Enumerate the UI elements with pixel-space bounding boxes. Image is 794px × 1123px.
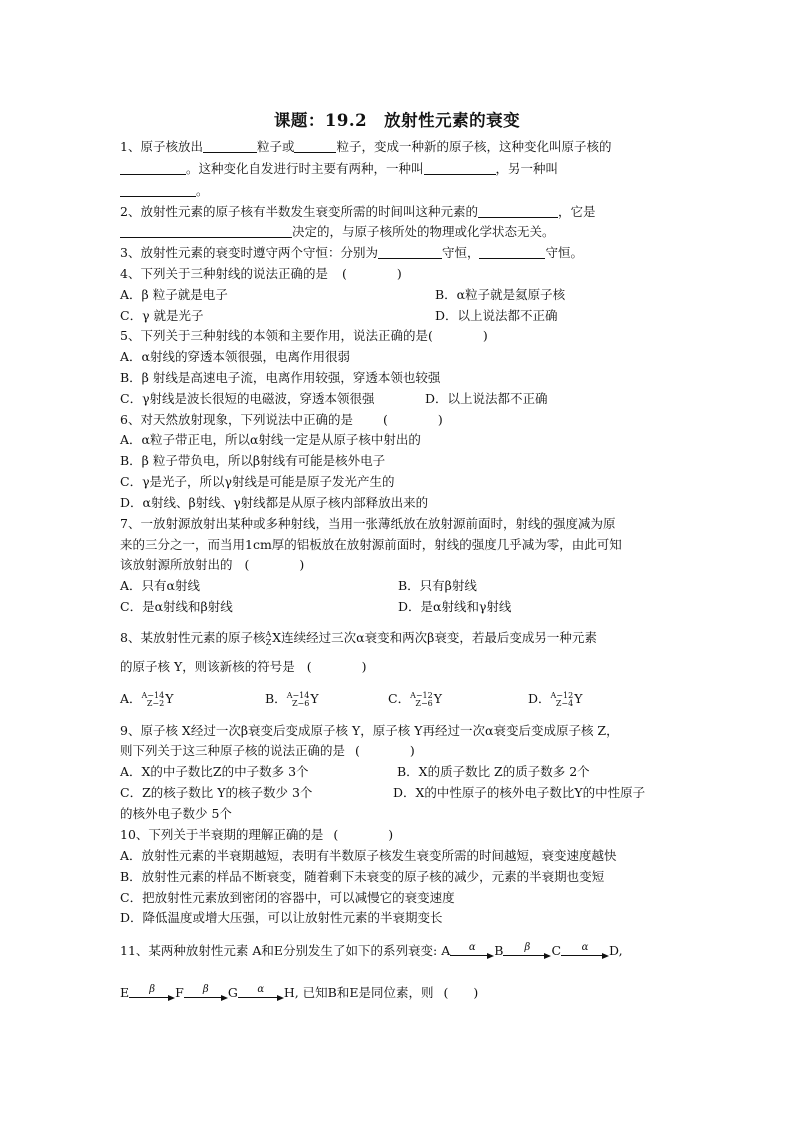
q7-option-b: B．只有β射线: [398, 578, 477, 593]
q7-line2: 来的三分之一，而当用1cm厚的铝板放在放射源前面时，射线的强度几乎减为零，由此可知: [120, 537, 622, 552]
q3-blank-1: [378, 246, 442, 259]
q2-line2: [120, 224, 555, 240]
q3-text: 守恒，: [441, 245, 480, 260]
q7-line1: 7、一放射源放射出某种或多种射线，当用一张薄纸放在放射源前面时，射线的强度减为原: [120, 516, 616, 531]
q4-option-a: A．β 粒子就是电子: [120, 287, 228, 302]
arrow-label: β: [149, 983, 156, 995]
q4-option-c: C．γ 就是光子: [120, 308, 204, 323]
answer-paren: ( ): [443, 985, 479, 1000]
q10-option-d: D．降低温度或增大压强，可以让放射性元素的半衰期变长: [120, 910, 443, 925]
arrow-label: α: [581, 941, 589, 953]
q8-option-c: [388, 688, 442, 710]
mass-number: A−12: [550, 690, 574, 700]
q1-blank-3: [120, 162, 186, 175]
arrow-label: β: [524, 941, 531, 953]
q1-text: 粒子或: [256, 139, 295, 154]
q8-text: X连续经过三次α衰变和两次β衰变，若最后变成另一种元素: [272, 630, 597, 645]
q8-option-d: [528, 688, 582, 710]
q5-option-d: D．以上说法都不正确: [425, 391, 548, 406]
nuclide: [287, 692, 310, 708]
decay-arrow: [238, 983, 284, 1001]
nucleus-label: C: [551, 943, 562, 958]
element-symbol: Y: [433, 691, 443, 706]
q10-option-b: B．放射性元素的样品不断衰变，随着剩下未衰变的原子核的减少，元素的半衰期也变短: [120, 869, 605, 884]
answer-paren: ( ): [341, 266, 402, 281]
q4-stem-text: 4、下列关于三种射线的说法正确的是: [120, 266, 328, 281]
q1-blank-1: [203, 140, 257, 153]
q1-blank-2: [294, 140, 336, 153]
nuclide: [142, 692, 165, 708]
q3-text: 3、放射性元素的衰变时遵守两个守恒：分别为: [120, 245, 378, 260]
q7-stem-text: 该放射源所放射出的: [120, 557, 233, 572]
atomic-number: Z−6: [292, 698, 310, 708]
q9-option-b: B．X的质子数比 Z的质子数多 2个: [397, 764, 590, 779]
decay-arrow: [450, 941, 494, 959]
option-label: C．: [388, 691, 411, 706]
q9-stem-text: 则下列关于这三种原子核的说法正确的是: [120, 743, 346, 758]
decay-arrow: [184, 983, 228, 1001]
arrow-head-icon: [168, 995, 175, 1001]
q1-text: 粒子，变成一种新的原子核，这种变化叫原子核的: [336, 139, 612, 154]
q8-stem-text: 的原子核 Y，则该新核的符号是: [120, 659, 295, 674]
element-symbol: Y: [165, 691, 174, 706]
element-symbol: Y: [574, 691, 583, 706]
answer-paren: ( ): [244, 557, 305, 572]
arrow-head-icon: [277, 995, 284, 1001]
arrow-label: β: [202, 983, 209, 995]
arrow-head-icon: [602, 953, 609, 959]
q6-stem: [120, 412, 443, 428]
q3-blank-2: [479, 246, 545, 259]
answer-paren: ( ): [382, 412, 443, 427]
q6-option-d: D．α射线、β射线、γ射线都是从原子核内部释放出来的: [120, 495, 429, 510]
q9-line2: [120, 743, 415, 759]
option-label: A．: [120, 691, 142, 706]
q9-option-a: A．X的中子数比Z的中子数多 3个: [120, 764, 309, 779]
q1-line1: [120, 139, 612, 155]
q9-option-c: C．Z的核子数比 Y的核子数少 3个: [120, 785, 313, 800]
q5-option-a: A．α射线的穿透本领很强，电离作用很弱: [120, 349, 350, 364]
q1-text: 。这种变化自发进行时主要有两种，一种叫: [186, 161, 424, 176]
q8-line1: [120, 628, 597, 648]
q6-stem-text: 6、对天然放射现象，下列说法中正确的是: [120, 412, 353, 427]
nucleus-label: B: [494, 943, 504, 958]
q5-option-b: B．β 射线是高速电子流，电离作用较强，穿透本领也较强: [120, 370, 441, 385]
q1-line2: [120, 161, 558, 177]
q2-text: 决定的，与原子核所处的物理或化学状态无关。: [292, 224, 555, 239]
q3-line: [120, 245, 583, 261]
q9-line1: 9、原子核 X经过一次β衰变后变成原子核 Y，原子核 Y再经过一次α衰变后变成原子核 Z，: [120, 723, 619, 738]
atomic-number: Z: [265, 637, 272, 647]
nucleus-label: E: [120, 985, 130, 1000]
q1-blank-4: [424, 162, 496, 175]
answer-paren: ( ): [427, 328, 488, 343]
q4-stem: [120, 266, 402, 282]
decay-arrow: [503, 941, 551, 959]
nucleus-label: F: [175, 985, 184, 1000]
option-label: D．: [528, 691, 551, 706]
nuclide: [410, 692, 433, 708]
q1-line3: [120, 183, 209, 199]
nuclide: [551, 692, 574, 708]
q1-text: 。: [196, 183, 209, 198]
mass-number: A: [265, 629, 272, 639]
q9-option-d: D．X的中性原子的核外电子数比Y的中性原子: [393, 785, 646, 800]
arrow-head-icon: [544, 953, 551, 959]
q10-option-a: A．放射性元素的半衰期越短，表明有半数原子核发生衰变所需的时间越短，衰变速度越快: [120, 848, 617, 863]
q11-line1: [120, 942, 623, 960]
element-symbol: Y: [310, 691, 319, 706]
q5-stem-text: 5、下列关于三种射线的本领和主要作用，说法正确的是: [120, 328, 428, 343]
q3-text: 守恒。: [545, 245, 583, 260]
q8-line2: [120, 659, 367, 675]
q7-option-d: D．是α射线和γ射线: [398, 599, 512, 614]
q8-option-a: [120, 688, 173, 710]
atomic-number: Z−6: [415, 698, 433, 708]
q10-option-c: C．把放射性元素放到密闭的容器中，可以减慢它的衰变速度: [120, 890, 455, 905]
arrow-head-icon: [487, 953, 494, 959]
q6-option-c: C．γ是光子，所以γ射线是可能是原子发光产生的: [120, 474, 395, 489]
q11-text: 11、某两种放射性元素 A和E分别发生了如下的系列衰变: A: [120, 943, 451, 958]
q11-line2: [120, 984, 478, 1002]
nucleus-label: D,: [609, 943, 623, 958]
q8-text: 8、某放射性元素的原子核: [120, 630, 266, 645]
q5-option-c: C．γ射线是波长很短的电磁波，穿透本领很强: [120, 391, 375, 406]
mass-number: A−14: [141, 690, 165, 700]
q2-text: 2、放射性元素的原子核有半数发生衰变所需的时间叫这种元素的: [120, 204, 478, 219]
q1-blank-5: [120, 184, 196, 197]
mass-number: A−14: [286, 690, 310, 700]
q6-option-b: B．β 粒子带负电，所以β射线有可能是核外电子: [120, 453, 386, 468]
arrow-head-icon: [221, 995, 228, 1001]
q2-blank-2: [120, 225, 292, 238]
option-label: B．: [265, 691, 287, 706]
q10-stem-text: 10、下列关于半衰期的理解正确的是: [120, 827, 324, 842]
q10-stem: [120, 827, 393, 843]
q6-option-a: A．α粒子带正电，所以α射线一定是从原子核中射出的: [120, 432, 421, 447]
q4-option-d: D．以上说法都不正确: [435, 308, 558, 323]
mass-number: A−12: [410, 690, 433, 700]
q7-line3: [120, 557, 304, 573]
atomic-number: Z−4: [555, 698, 574, 708]
q9-option-d-cont: 的核外电子数少 5个: [120, 806, 232, 821]
q8-option-b: [265, 688, 319, 710]
q2-blank-1: [478, 205, 558, 218]
answer-paren: ( ): [355, 743, 415, 758]
q11-text: H, 已知B和E是同位素，则: [283, 985, 434, 1000]
q2-line1: [120, 204, 595, 220]
decay-arrow: [561, 941, 609, 959]
q8-nuclide-x: [265, 631, 271, 647]
q1-text: ，另一种叫: [495, 161, 559, 176]
q4-option-b: B．α粒子就是氦原子核: [435, 287, 566, 302]
q1-text: 1、原子核放出: [120, 139, 203, 154]
decay-arrow: [129, 983, 175, 1001]
arrow-label: α: [257, 983, 265, 995]
answer-paren: ( ): [306, 659, 367, 674]
q7-option-c: C．是α射线和β射线: [120, 599, 233, 614]
page-title: 课题：19.2 放射性元素的衰变: [273, 111, 521, 130]
atomic-number: Z−2: [146, 698, 165, 708]
q7-option-a: A．只有α射线: [120, 578, 200, 593]
arrow-label: α: [468, 941, 476, 953]
q5-stem: [120, 328, 488, 344]
answer-paren: ( ): [333, 827, 394, 842]
nucleus-label: G: [227, 985, 238, 1000]
q2-text: ，它是: [557, 204, 596, 219]
